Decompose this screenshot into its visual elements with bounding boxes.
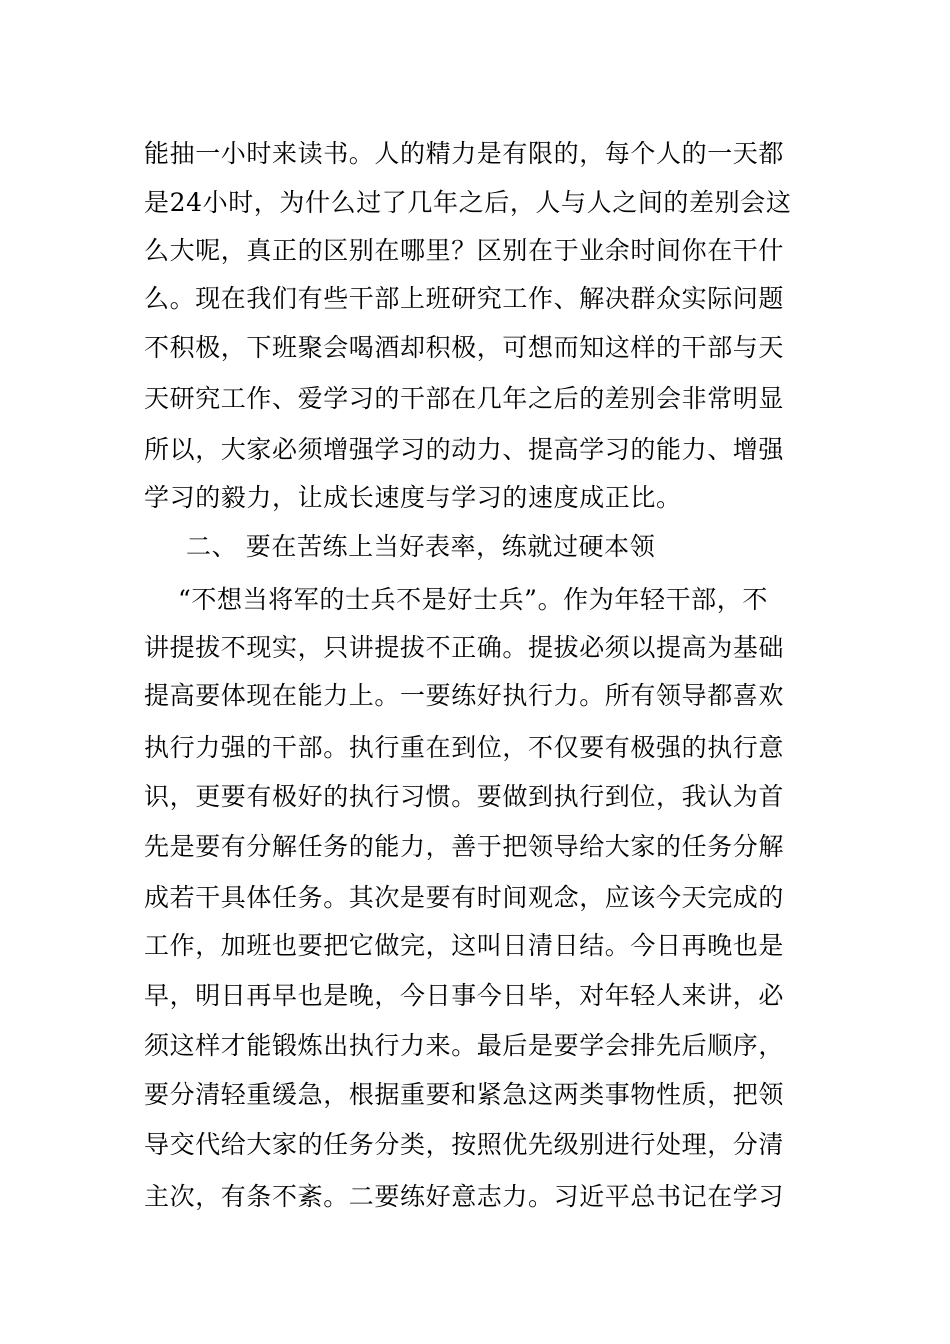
text-line: 么。现在我们有些干部上班研究工作、解决群众实际问题 bbox=[144, 284, 785, 313]
text-line: 天研究工作、爱学习的干部在几年之后的差别会非常明显 bbox=[144, 384, 785, 413]
text-line: 能抽一小时来读书。人的精力是有限的，每个人的一天都 bbox=[144, 139, 785, 168]
text-line: 成若干具体任务。其次是要有时间观念，应该今天完成的 bbox=[144, 883, 785, 912]
text-line: 先是要有分解任务的能力，善于把领导给大家的任务分解 bbox=[144, 832, 785, 861]
text-line: 讲提拔不现实，只讲提拔不正确。提拔必须以提高为基础 bbox=[144, 633, 785, 662]
text-line: 导交代给大家的任务分类，按照优先级别进行处理，分清 bbox=[144, 1130, 785, 1159]
section-heading: 二、 要在苦练上当好表率，练就过硬本领 bbox=[186, 532, 656, 561]
text-line: 不积极，下班聚会喝酒却积极，可想而知这样的干部与天 bbox=[144, 333, 785, 362]
text-line: 所以，大家必须增强学习的动力、提高学习的能力、增强 bbox=[144, 435, 785, 464]
text-line: 提高要体现在能力上。一要练好执行力。所有领导都喜欢 bbox=[144, 681, 785, 710]
text-line: 是24小时，为什么过了几年之后，人与人之间的差别会这 bbox=[144, 188, 792, 217]
text-line: 执行力强的干部。执行重在到位，不仅要有极强的执行意 bbox=[144, 733, 785, 762]
text-line: 主次，有条不紊。二要练好意志力。习近平总书记在学习 bbox=[144, 1182, 785, 1211]
text-line: 须这样才能锻炼出执行力来。最后是要学会排先后顺序， bbox=[144, 1031, 785, 1060]
text-line: 早，明日再早也是晚，今日事今日毕，对年轻人来讲，必 bbox=[144, 981, 785, 1010]
text-line: 识，更要有极好的执行习惯。要做到执行到位，我认为首 bbox=[144, 782, 785, 811]
paragraph-first-line: “不想当将军的士兵不是好士兵”。作为年轻干部，不 bbox=[178, 585, 768, 614]
text-line: 学习的毅力，让成长速度与学习的速度成正比。 bbox=[144, 483, 682, 512]
text-line: 要分清轻重缓急，根据重要和紧急这两类事物性质，把领 bbox=[144, 1080, 785, 1109]
text-line: 工作，加班也要把它做完，这叫日清日结。今日再晚也是 bbox=[144, 931, 785, 960]
text-line: 么大呢，真正的区别在哪里？区别在于业余时间你在干什 bbox=[144, 236, 785, 265]
